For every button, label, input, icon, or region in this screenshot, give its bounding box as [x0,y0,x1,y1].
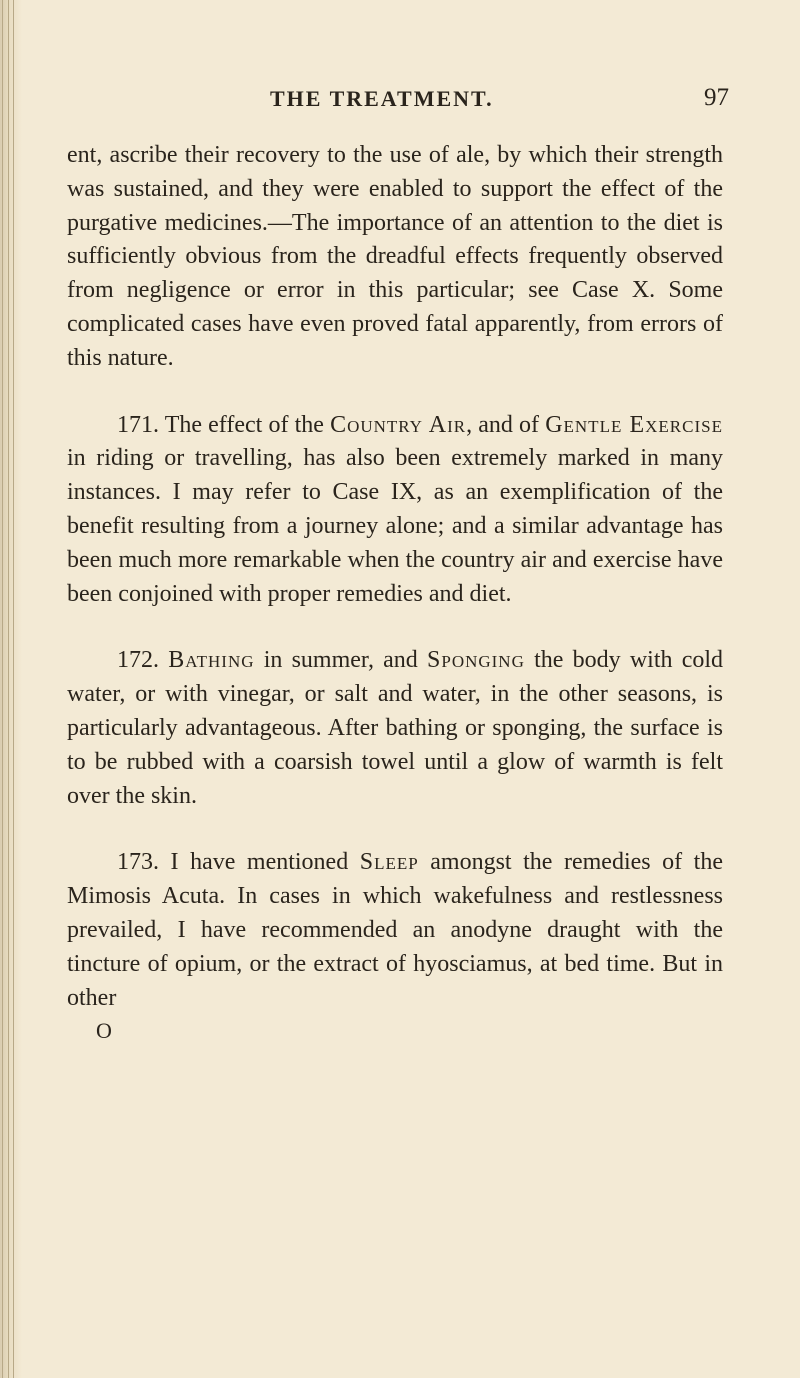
paragraph-173 [67,846,723,1015]
page-header [0,86,800,116]
text-run: the body with cold water, or with vinegar, or salt and water, in the other seasons, is particularly advantageous. After bathing or sponging, the surface is to be rubbed with a coarsish towel until a glow of warmth is felt over the skin. [67,647,724,809]
text-run: 171. The effect of the [117,411,331,438]
signature-mark: O [96,1018,112,1043]
page-number: 97 [704,84,729,111]
paragraph-171 [67,409,723,612]
text-run: , and of [466,411,546,438]
gutter-edge-line [13,0,14,1378]
body-text [67,139,723,1015]
paragraph-continued [67,139,723,376]
small-caps-term: Bathing [168,647,255,674]
text-run: in summer, and [254,647,428,674]
text-run: ent, ascribe their recovery to the use of ale, by which their strength was sustained, and they were enabled to support the effect of the purgative medicines.—The importance of an attention to the diet is sufficiently obvious from the dreadful effects frequently observed from negligence or error in this particular; see Case X. Some complicated cases have even proved fatal apparently, from errors of this nature. [67,142,723,371]
text-run: in riding or travelling, has also been extremely marked in many instances. I may refer to Case IX, as an exemplification of the benefit resulting from a journey alone; and a similar advantage has been much more remarkable when the country air and exercise have been conjoined with proper remedies and diet. [67,445,723,607]
gutter-edge-line [8,0,9,1378]
text-run: 173. I have mentioned [117,849,360,876]
small-caps-term: Sponging [427,647,525,674]
text-run: 172. [117,647,169,674]
gutter-edge-line [2,0,3,1378]
text-run: amongst the remedies of the Mimosis Acuta. In cases in which wakefulness and restlessness prevailed, I have recommended an anodyne draught with the tincture of opium, or the extract of hyosciamus, at bed time. But in other [67,849,724,1011]
book-gutter [0,0,22,1378]
paragraph-172 [67,644,723,813]
small-caps-term: Sleep [359,849,419,876]
running-title: THE TREATMENT. [270,86,494,111]
small-caps-term: Gentle Exercise [545,411,723,438]
small-caps-term: Country Air [330,411,467,438]
